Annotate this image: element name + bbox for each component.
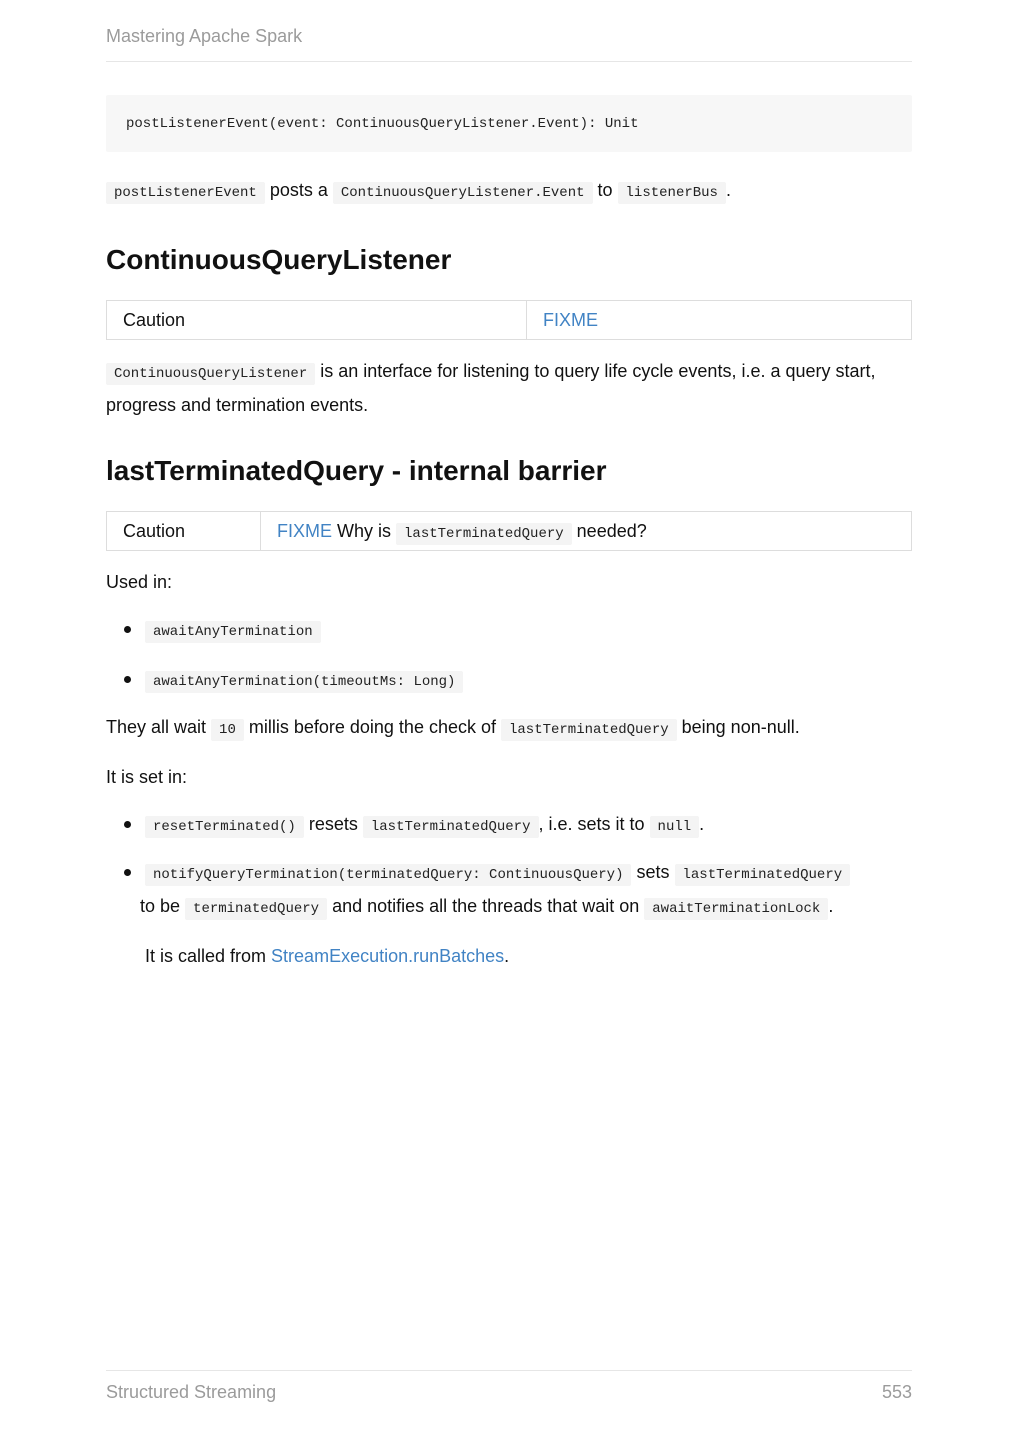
page-content: [106, 95, 912, 972]
section-heading-continuous-query-listener: ContinuousQueryListener: [106, 244, 452, 275]
fixme-link[interactable]: FIXME: [543, 309, 599, 330]
inline-code: postListenerEvent: [106, 182, 265, 204]
stream-execution-link[interactable]: StreamExecution.runBatches: [271, 946, 505, 966]
text-run: resets: [303, 814, 363, 834]
inline-code: listenerBus: [618, 182, 726, 204]
text-run: It is called from: [145, 946, 272, 966]
text-run: .: [699, 814, 705, 834]
book-title: Mastering Apache Spark: [106, 26, 303, 46]
caution-table: [106, 300, 912, 340]
list-item: [106, 614, 912, 648]
text-run: sets: [631, 862, 675, 882]
text-run: .: [725, 180, 731, 200]
set-in-label: It is set in:: [106, 767, 188, 787]
inline-code: lastTerminatedQuery: [363, 816, 539, 838]
inline-code: awaitTerminationLock: [644, 898, 828, 920]
page-number: 553: [881, 1382, 912, 1402]
code-block: [106, 95, 912, 152]
text-run: posts a: [264, 180, 333, 200]
text-run: to: [592, 180, 618, 200]
text-run: millis before doing the check of: [243, 717, 501, 737]
caution-table: [106, 511, 912, 551]
caution-label: Caution: [107, 301, 527, 340]
page-footer: [106, 1370, 912, 1421]
inline-code: ContinuousQueryListener: [106, 363, 315, 385]
text-run: .: [504, 946, 510, 966]
section-heading-last-terminated-query: lastTerminatedQuery - internal barrier: [106, 455, 607, 486]
page-header: [106, 22, 912, 62]
text-run: needed?: [571, 520, 647, 541]
text-run: Why is: [332, 520, 397, 541]
caution-label: Caution: [107, 512, 261, 551]
inline-code: lastTerminatedQuery: [501, 719, 677, 741]
text-run: and notifies all the threads that wait on: [327, 896, 645, 916]
list-item: [106, 809, 912, 843]
code-block-text: postListenerEvent(event: ContinuousQueryListener.Event): Unit: [126, 115, 639, 132]
text-run: is an interface for listening to query life cycle events, i.e. a query start, progress and termination events.: [106, 361, 876, 415]
text-run: , i.e. sets it to: [538, 814, 650, 834]
wait-paragraph: [106, 712, 912, 746]
fixme-link[interactable]: FIXME: [277, 520, 333, 541]
inline-code: null: [650, 816, 700, 838]
caution-content: [261, 512, 912, 551]
inline-code: resetTerminated(): [145, 816, 304, 838]
bullet-icon: [124, 676, 131, 683]
called-from-paragraph: [145, 941, 912, 972]
listener-description: [106, 356, 912, 421]
used-in-list: [106, 614, 912, 698]
post-listener-paragraph: [106, 175, 912, 209]
text-run: to be: [140, 896, 186, 916]
footer-section-title: Structured Streaming: [106, 1382, 277, 1402]
list-item: [106, 664, 912, 698]
bullet-icon: [124, 869, 131, 876]
inline-code: awaitAnyTermination: [145, 621, 321, 643]
text-run: .: [828, 896, 834, 916]
set-in-list: [106, 809, 912, 972]
inline-code: 10: [211, 719, 244, 741]
text-run: being non-null.: [676, 717, 800, 737]
caution-content: [527, 301, 912, 340]
text-run: They all wait: [106, 717, 212, 737]
inline-code: lastTerminatedQuery: [396, 523, 572, 545]
inline-code: awaitAnyTermination(timeoutMs: Long): [145, 671, 463, 693]
inline-code: ContinuousQueryListener.Event: [333, 182, 593, 204]
bullet-icon: [124, 821, 131, 828]
bullet-icon: [124, 626, 131, 633]
list-item: [106, 857, 912, 972]
inline-code: notifyQueryTermination(terminatedQuery: ContinuousQuery): [145, 864, 631, 886]
inline-code: terminatedQuery: [185, 898, 327, 920]
inline-code: lastTerminatedQuery: [675, 864, 851, 886]
used-in-label: Used in:: [106, 572, 173, 592]
